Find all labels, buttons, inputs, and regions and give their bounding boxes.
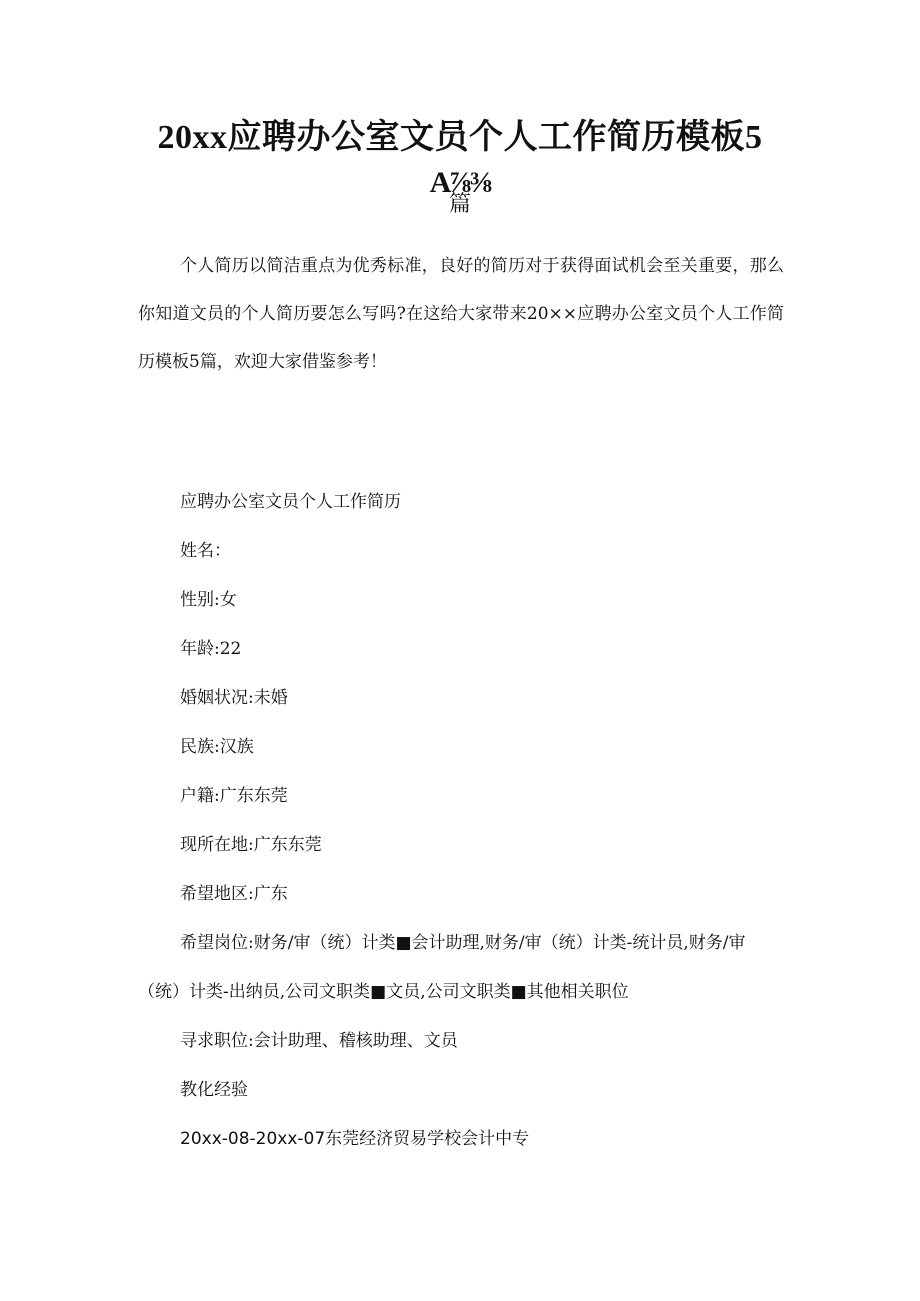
- title-garbled-glyphs: A⅞⅜: [429, 166, 491, 199]
- field-name: 姓名：: [180, 541, 231, 561]
- title-pian-char: 篇: [448, 192, 471, 217]
- field-desired-region: 希望地区:广东: [180, 884, 288, 904]
- resume-section: [138, 478, 788, 1164]
- education-entry: 20xx-08-20xx-07东莞经济贸易学校会计中专: [180, 1129, 530, 1149]
- field-residence: 现所在地:广东东莞: [180, 835, 322, 855]
- intro-paragraph: 个人简历以简洁重点为优秀标准，良好的简历对于获得面试机会至关重要，那么你知道文员的个人简历要怎么写吗?在这给大家带来20××应聘办公室文员个人工作简历模板5篇，欢迎大家借鉴参考！: [138, 256, 784, 372]
- resume-heading: 应聘办公室文员个人工作简历: [180, 492, 401, 512]
- field-marital-status: 婚姻状况:未婚: [180, 688, 288, 708]
- title-line-2: [0, 164, 920, 224]
- education-heading: 教化经验: [180, 1080, 248, 1100]
- field-desired-positions: 希望岗位:财务/审（统）计类■会计助理,财务/审（统）计类-统计员,财务/审（统）计类-出纳员,公司文职类■文员,公司文职类■其他相关职位: [138, 933, 746, 1002]
- title-line-1: 20xx应聘办公室文员个人工作简历模板5: [157, 119, 763, 156]
- field-hukou: 户籍:广东东莞: [180, 786, 288, 806]
- field-job-sought: 寻求职位:会计助理、稽核助理、文员: [180, 1031, 458, 1051]
- field-gender: 性别:女: [180, 590, 237, 610]
- document-title: [0, 112, 920, 224]
- field-ethnicity: 民族:汉族: [180, 737, 254, 757]
- field-age: 年龄:22: [180, 639, 242, 659]
